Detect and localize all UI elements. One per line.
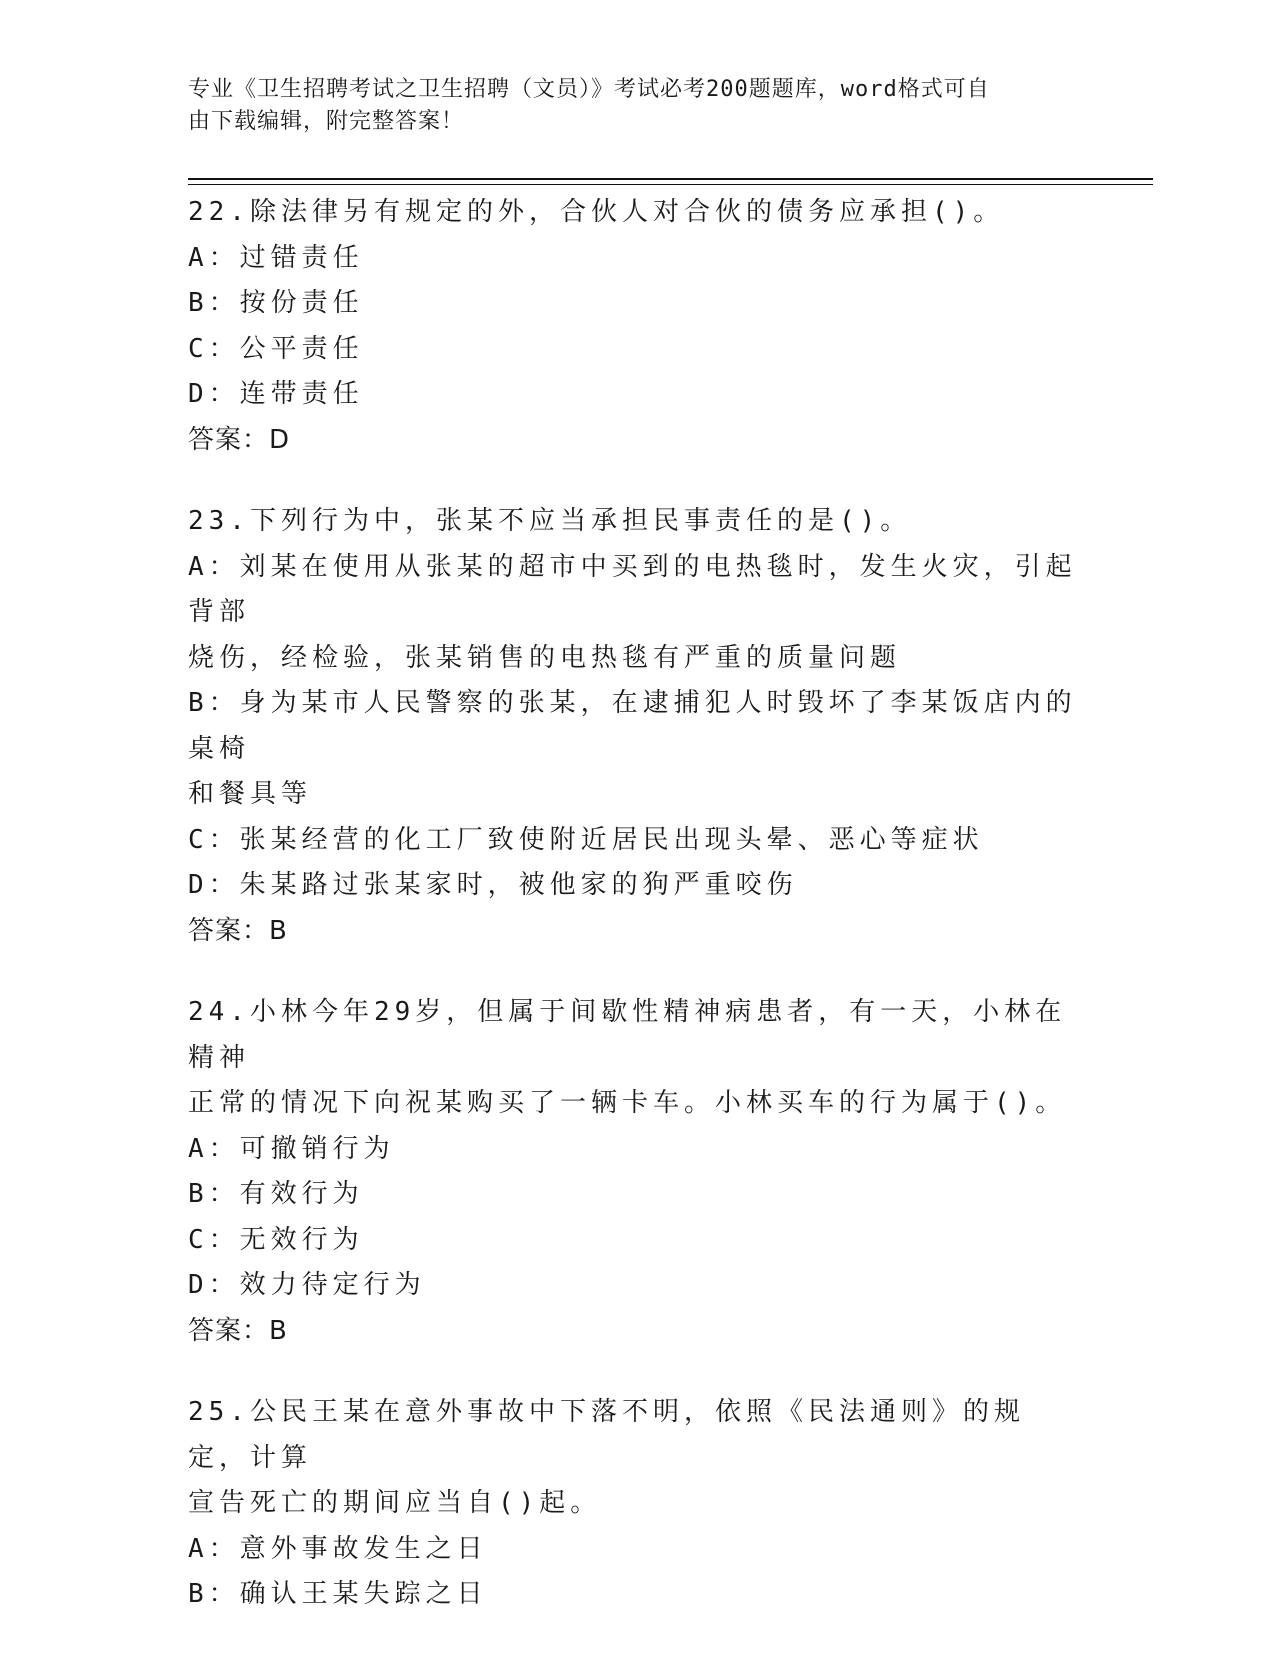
option-a: A：意外事故发生之日 xyxy=(188,1533,488,1564)
option-b: B：有效行为 xyxy=(188,1179,364,1209)
question-stem: 22.除法律另有规定的外，合伙人对合伙的债务应承担()。 xyxy=(188,197,1005,227)
header-divider-thick xyxy=(188,178,1153,180)
option-a: A：过错责任 xyxy=(188,242,364,273)
header-line-1: 专业《卫生招聘考试之卫生招聘（文员）》考试必考200题题库，word格式可自 xyxy=(188,77,990,102)
option-a-continued: 烧伤，经检验，张某销售的电热毯有严重的质量问题 xyxy=(188,642,902,673)
option-a: A：刘某在使用从张某的超市中买到的电热毯时，发生火灾，引起背部 xyxy=(188,551,1077,627)
question-stem: 25.公民王某在意外事故中下落不明，依照《民法通则》的规定，计算 xyxy=(188,1397,1025,1473)
question-22 xyxy=(188,190,1078,463)
option-d: D：朱某路过张某家时，被他家的狗严重咬伤 xyxy=(188,870,798,900)
question-25 xyxy=(188,1390,1078,1618)
question-stem-continued: 正常的情况下向祝某购买了一辆卡车。小林买车的行为属于()。 xyxy=(188,1088,1067,1118)
question-24 xyxy=(188,990,1078,1354)
option-b: B：按份责任 xyxy=(188,288,364,318)
option-b-continued: 和餐具等 xyxy=(188,779,313,809)
question-stem: 24.小林今年29岁，但属于间歇性精神病患者，有一天，小林在精神 xyxy=(188,997,1067,1073)
question-23 xyxy=(188,499,1078,954)
answer: 答案：D xyxy=(188,424,291,455)
option-c: C：张某经营的化工厂致使附近居民出现头晕、恶心等症状 xyxy=(188,824,984,855)
option-b: B：确认王某失踪之日 xyxy=(188,1579,488,1609)
document-header xyxy=(188,74,1068,138)
header-divider-thin xyxy=(188,184,1153,185)
question-stem-continued: 宣告死亡的期间应当自()起。 xyxy=(188,1488,602,1518)
question-stem: 23.下列行为中，张某不应当承担民事责任的是()。 xyxy=(188,506,912,536)
option-a: A：可撤销行为 xyxy=(188,1133,395,1164)
option-b: B：身为某市人民警察的张某，在逮捕犯人时毁坏了李某饭店内的桌椅 xyxy=(188,688,1077,764)
question-list xyxy=(188,190,1078,1654)
answer: 答案：B xyxy=(188,1315,288,1346)
answer: 答案：B xyxy=(188,915,288,946)
option-d: D：连带责任 xyxy=(188,379,364,409)
header-line-2: 由下载编辑，附完整答案！ xyxy=(188,109,465,134)
option-c: C：公平责任 xyxy=(188,333,364,364)
option-d: D：效力待定行为 xyxy=(188,1270,426,1300)
option-c: C：无效行为 xyxy=(188,1224,364,1255)
